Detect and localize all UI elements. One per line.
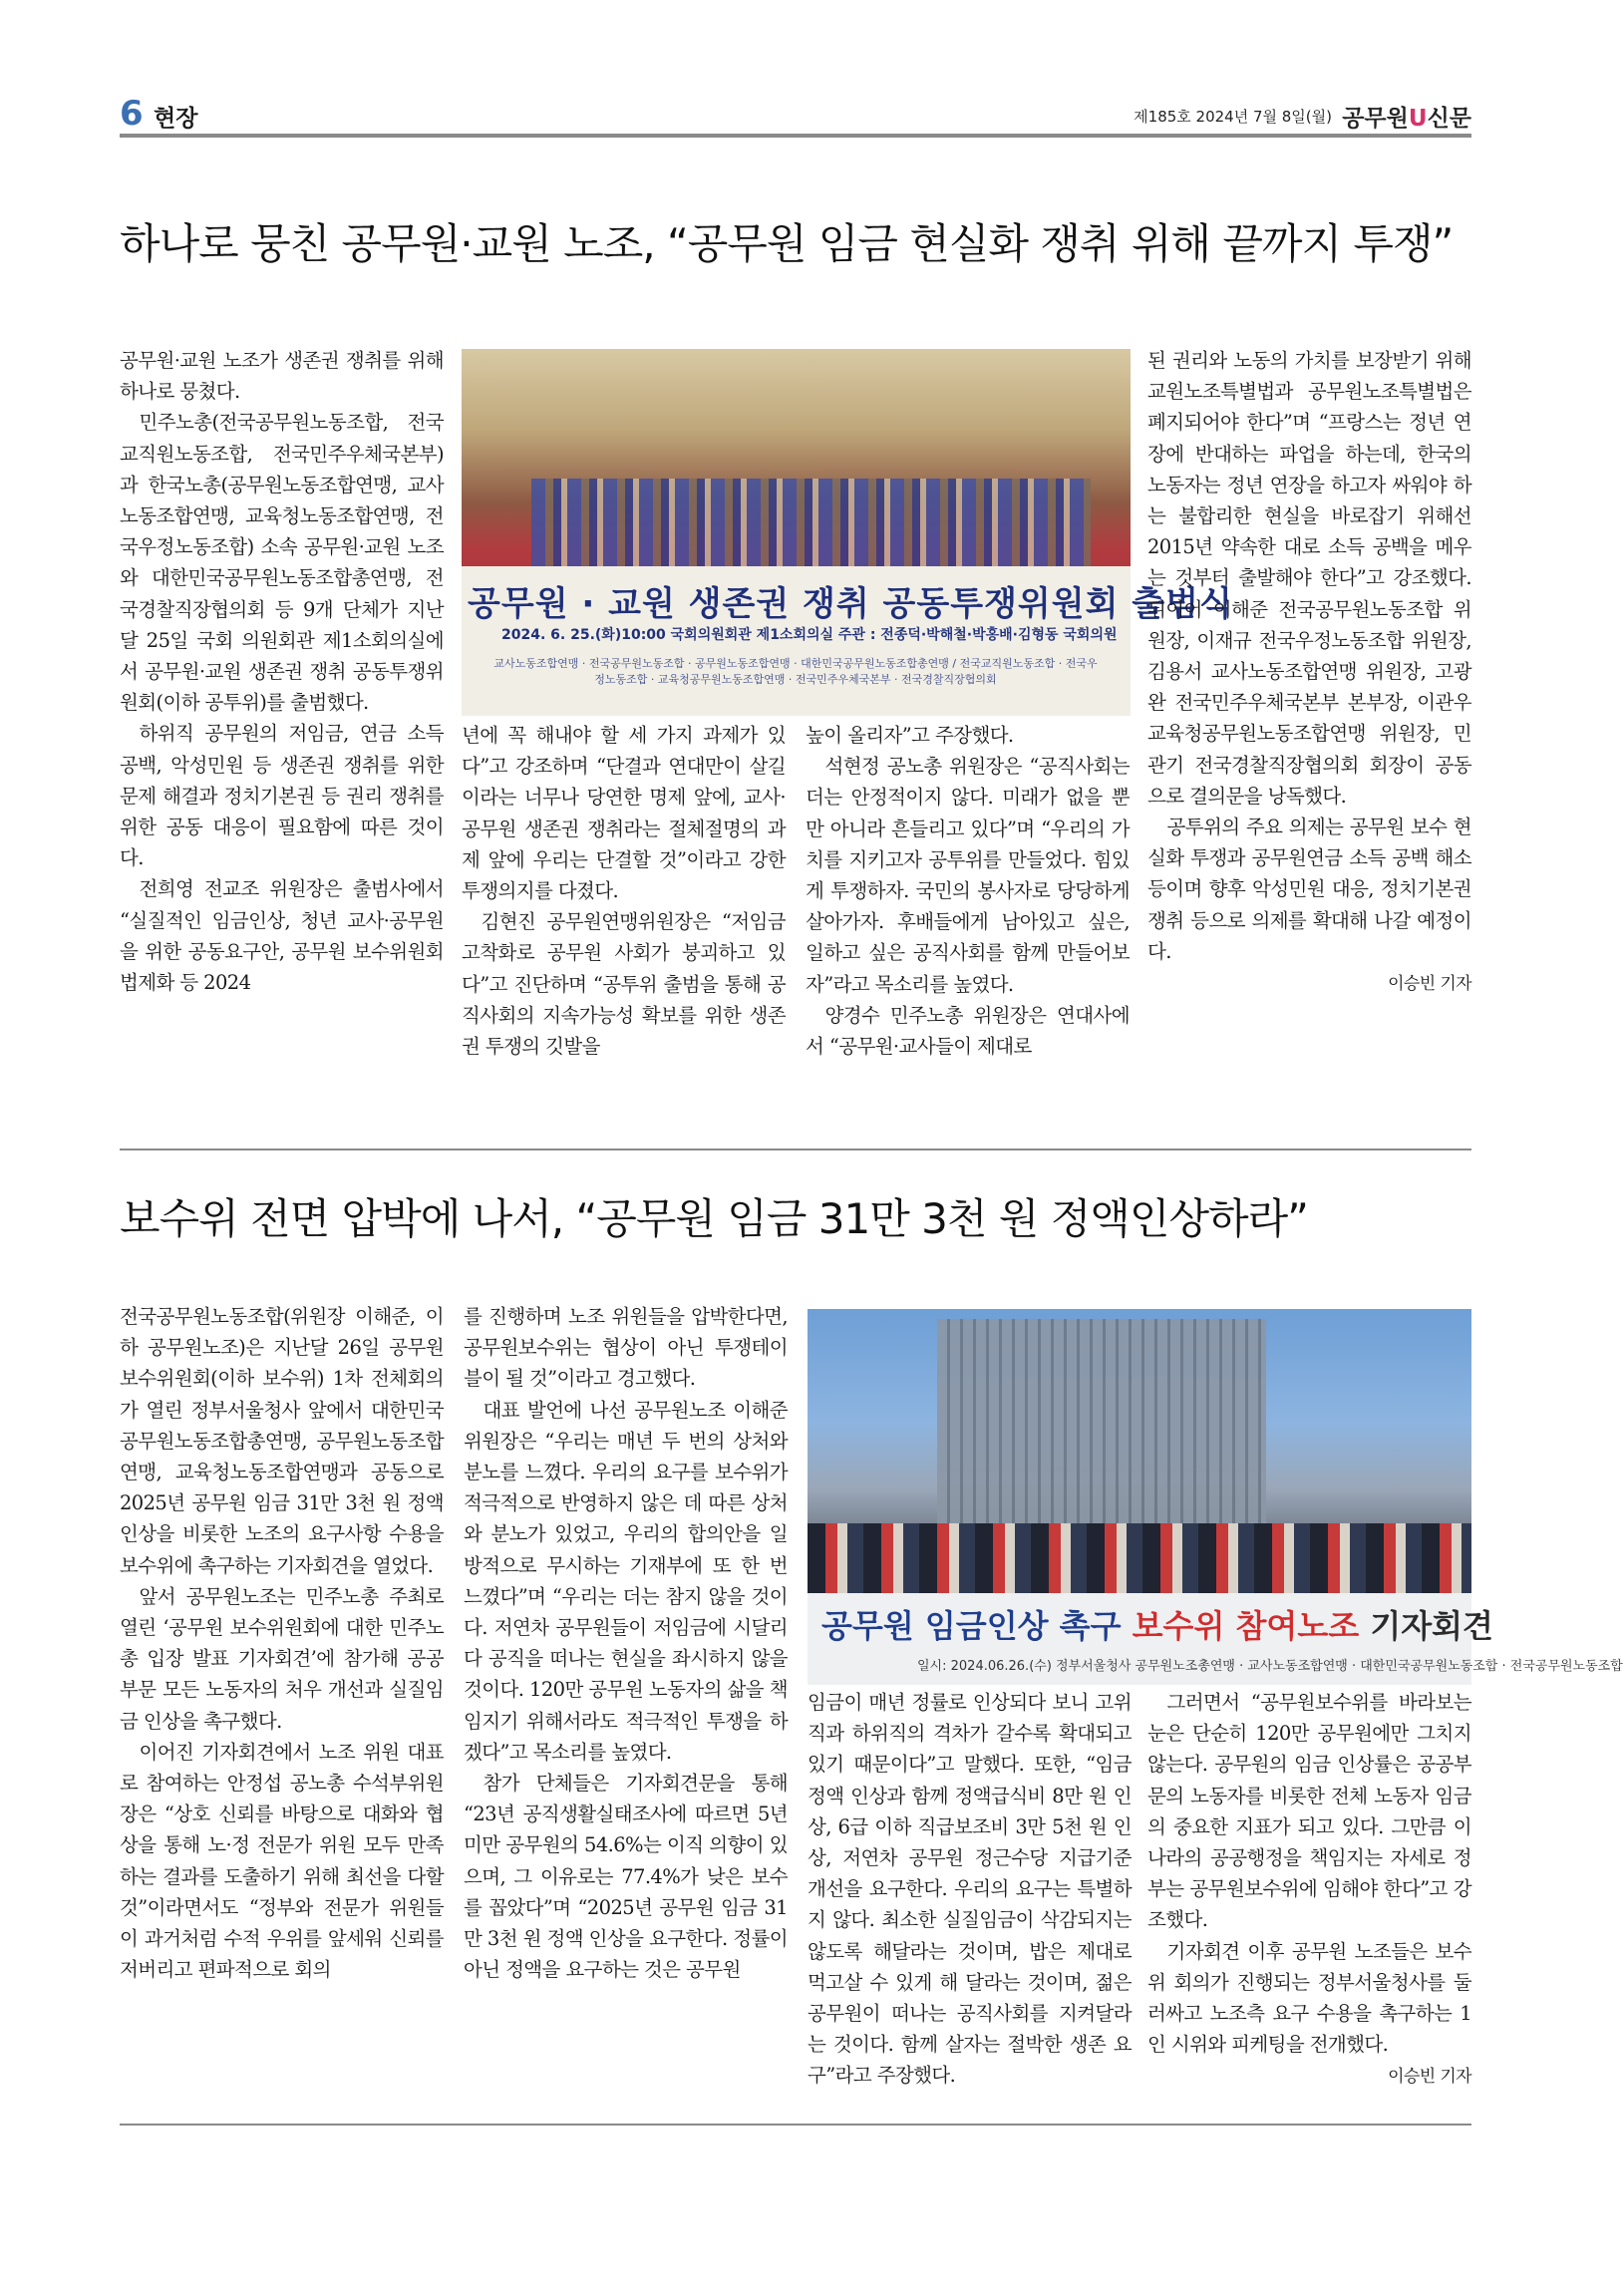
article1-headline: 하나로 뭉친 공무원·교원 노조, “공무원 임금 현실화 쟁취 위해 끝까지 투쟁”	[120, 219, 1454, 268]
banner-title-part: 보수위 참여노조	[1132, 1607, 1371, 1645]
paragraph: 전희영 전교조 위원장은 출범사에서 “실질적인 임금인상, 청년 교사·공무원을 위한 공동요구안, 공무원 보수위원회 법제화 등 2024	[120, 877, 444, 995]
logo-u-mark: U	[1408, 106, 1428, 132]
paragraph: 공무원·교원 노조가 생존권 쟁취를 위해 하나로 뭉쳤다.	[120, 349, 444, 404]
paragraph: 김현진 공무원연맹위원장은 “저임금 고착화로 공무원 사회가 붕괴하고 있다”고 진단하며 “공투위 출범을 통해 공직사회의 지속가능성 확보를 위한 생존권 투쟁의 깃발을	[462, 910, 786, 1059]
article2-column-4	[1147, 1687, 1471, 2094]
paragraph: 참가 단체들은 기자회견문을 통해 “23년 공직생활실태조사에 따르면 5년 미만 공무원의 54.6%는 이직 의향이 있으며, 그 이유로는 77.4%가 낮은 보수를 꼽았다”며 “2025년 공무원 임금 31만 3천 원 정액 인상을 요구한다. 정률이 아닌 정액을 요구하는 것은 공무원	[464, 1772, 788, 1982]
paragraph: 양경수 민주노총 위원장은 연대사에서 “공무원·교사들이 제대로	[806, 1003, 1130, 1059]
article1-column-4	[1147, 345, 1471, 1000]
article1-photo	[462, 349, 1233, 716]
header-rule	[120, 134, 1471, 138]
photo-banner	[808, 1593, 1623, 1685]
article1-column-3	[806, 720, 1130, 1062]
paragraph: 하위직 공무원의 저임금, 연금 소득 공백, 악성민원 등 생존권 쟁취를 위한 문제 해결과 정치기본권 등 권리 쟁취를 위한 공동 대응이 필요함에 따른 것이다.	[120, 722, 444, 870]
article1-byline: 이승빈 기자	[1388, 974, 1471, 995]
logo-text-right: 신문	[1427, 106, 1471, 132]
newspaper-logo	[1342, 100, 1471, 133]
paragraph: 민주노총(전국공무원노동조합, 전국교직원노동조합, 전국민주우체국본부)과 한국노총(공무원노동조합연맹, 교사노동조합연맹, 교육청노동조합연맹, 전국우정노동조합) 소속 공무원·교원 노조와 대한민국공무원노동조합총연맹, 전국경찰직장협의회 등 9개 단체가 지난달 25일 국회 의원회관 제1소회의실에서 공무원·교원 생존권 쟁취 공동투쟁위원회(이하 공투위)를 출범했다.	[120, 411, 444, 715]
article2-column-2	[464, 1301, 788, 1985]
article2-column-1	[120, 1301, 444, 1985]
page-number: 6	[120, 94, 144, 134]
article2-byline: 이승빈 기자	[1388, 2067, 1471, 2088]
article2-column-3	[808, 1687, 1132, 2092]
article2-headline: 보수위 전면 압박에 나서, “공무원 임금 31만 3천 원 정액인상하라”	[120, 1194, 1308, 1243]
banner-title-part: 기자회견	[1370, 1607, 1493, 1645]
paragraph: 높이 올리자”고 주장했다.	[806, 724, 1014, 747]
photo-crowd	[531, 479, 1091, 568]
paragraph: 이어진 기자회견에서 노조 위원 대표로 참여하는 안정섭 공노총 수석부위원장은 “상호 신뢰를 바탕으로 대화와 협상을 통해 노·정 전문가 위원 모두 만족하는 결과를 도출하기 위해 최선을 다할 것”이라면서도 “정부와 전문가 위원들이 과거처럼 수적 우위를 앞세워 신뢰를 저버리고 편파적으로 회의	[120, 1740, 444, 1982]
paragraph: 임금이 매년 정률로 인상되다 보니 고위직과 하위직의 격차가 갈수록 확대되고 있기 때문이다”고 말했다. 또한, “임금 정액 인상과 함께 정액급식비 8만 원 인상, 6급 이하 직급보조비 3만 5천 원 인상, 저연차 공무원 정근수당 지급기준 개선을 요구한다. 우리의 요구는 특별하지 않다. 최소한 실질임금이 삭감되지는 않도록 해달라는 것이며, 밥은 제대로 먹고살 수 있게 해 달라는 것이며, 젊은 공무원이 떠나는 공직사회를 지켜달라는 것이다. 함께 살자는 절박한 생존 요구”라고 주장했다.	[808, 1691, 1132, 2088]
banner-title-part: 공무원 임금인상 촉구	[821, 1607, 1133, 1645]
paragraph: 공투위의 주요 의제는 공무원 보수 현실화 투쟁과 공무원연금 소득 공백 해소 등이며 향후 악성민원 대응, 정치기본권 쟁취 등으로 의제를 확대해 나갈 예정이다.	[1147, 816, 1471, 963]
page-bottom-rule	[120, 2124, 1471, 2126]
photo-banner-subtitle: 일시: 2024.06.26.(수) 정부서울청사 공무원노조총연맹 · 교사노동조합연맹 · 대한민국공무원노동조합 · 전국공무원노동조합	[917, 1659, 1623, 1674]
paragraph: 를 진행하며 노조 위원들을 압박한다면, 공무원보수위는 협상이 아닌 투쟁테이블이 될 것”이라고 경고했다.	[464, 1305, 788, 1391]
paragraph: 된 권리와 노동의 가치를 보장받기 위해 교원노조특별법과 공무원노조특별법은 폐지되어야 한다”며 “프랑스는 정년 연장에 반대하는 파업을 하는데, 한국의 노동자는 정년 연장을 하고자 싸워야 하는 불합리한 현실을 바로잡기 위해선 2015년 약속한 대로 소득 공백을 메우는 것부터 출발해야 한다”고 강조했다. 뒤이어 이해준 전국공무원노동조합 위원장, 이재규 전국우정노동조합 위원장, 김용서 교사노동조합연맹 위원장, 고광완 전국민주우체국본부 본부장, 이관우 교육청공무원노동조합연맹 위원장, 민관기 전국경찰직장협의회 회장이 공동으로 결의문을 낭독했다.	[1147, 349, 1471, 808]
article1-column-1	[120, 345, 444, 998]
paragraph: 그러면서 “공무원보수위를 바라보는 눈은 단순히 120만 공무원에만 그치지 않는다. 공무원의 임금 인상률은 공공부문의 노동자를 비롯한 전체 노동자 임금의 중요한 지표가 되고 있다. 그만큼 이 나라의 공공행정을 책임지는 자세로 정부는 공무원보수위에 임해야 한다”고 강조했다.	[1147, 1691, 1471, 1932]
paragraph: 앞서 공무원노조는 민주노총 주최로 열린 ‘공무원 보수위원회에 대한 민주노총 입장 발표 기자회견’에 참가해 공공부문 모든 노동자의 처우 개선과 실질임금 인상을 촉구했다.	[120, 1584, 444, 1733]
issue-info: 제185호 2024년 7월 8일(월)	[1134, 108, 1332, 126]
paragraph: 석현정 공노총 위원장은 “공직사회는 더는 안정적이지 않다. 미래가 없을 뿐만 아니라 흔들리고 있다”며 “우리의 가치를 지키고자 공투위를 만들었다. 힘있게 투쟁하자. 국민의 봉사자로 당당하게 살아가자. 후배들에게 남아있고 싶은, 일하고 싶은 공직사회를 함께 만들어보자”라고 목소리를 높였다.	[806, 755, 1130, 996]
page-header	[120, 94, 1471, 134]
section-name: 현장	[154, 106, 198, 132]
article2-photo	[808, 1309, 1623, 1685]
article-divider	[120, 1148, 1471, 1150]
photo-banner-orgs: 교사노동조합연맹 · 전국공무원노동조합 · 공무원노동조합연맹 · 대한민국공무원노동조합총연맹 / 전국교직원노동조합 · 전국우정노동조합 · 교육청공무원노동조합연맹 · 전국민주우체국본부 · 전국경찰직장협의회	[493, 657, 1098, 686]
photo-banner	[462, 566, 1233, 716]
article1-column-2	[462, 720, 786, 1062]
logo-text-left: 공무원	[1342, 106, 1409, 132]
photo-banner-subtitle: 2024. 6. 25.(화)10:00 국회의원회관 제1소회의실 주관 : 전종덕·박해철·박홍배·김형동 국회의원	[501, 627, 1118, 643]
paragraph: 년에 꼭 해내야 할 세 가지 과제가 있다”고 강조하며 “단결과 연대만이 살길이라는 너무나 당연한 명제 앞에, 교사·공무원 생존권 쟁취라는 절체절명의 과제 앞에 우리는 단결할 것”이라고 강한 투쟁의지를 다졌다.	[462, 724, 786, 903]
paragraph: 기자회견 이후 공무원 노조들은 보수위 회의가 진행되는 정부서울청사를 둘러싸고 노조측 요구 수용을 촉구하는 1인 시위와 피케팅을 전개했다.	[1147, 1939, 1471, 2057]
photo-banner-title	[821, 1601, 1493, 1647]
paragraph: 전국공무원노동조합(위원장 이해준, 이하 공무원노조)은 지난달 26일 공무원보수위원회(이하 보수위) 1차 전체회의가 열린 정부서울청사 앞에서 대한민국공무원노동조합총연맹, 공무원노동조합연맹, 교육청노동조합연맹과 공동으로 2025년 공무원 임금 31만 3천 원 정액인상을 비롯한 노조의 요구사항 수용을 보수위에 촉구하는 기자회견을 열었다.	[120, 1305, 444, 1577]
photo-banner-title: 공무원 · 교원 생존권 쟁취 공동투쟁위원회 출범식	[468, 584, 1233, 624]
paragraph: 대표 발언에 나선 공무원노조 이해준 위원장은 “우리는 매년 두 번의 상처와 분노를 느꼈다. 우리의 요구를 보수위가 적극적으로 반영하지 않은 데 따른 상처와 분노가 있었고, 우리의 합의안을 일방적으로 무시하는 기재부에 또 한 번 느꼈다”며 “우리는 더는 참지 않을 것이다. 저연차 공무원들이 저임금에 시달리다 공직을 떠나는 현실을 좌시하지 않을 것이다. 120만 공무원 노동자의 삶을 책임지기 위해서라도 적극적인 투쟁을 하겠다”고 목소리를 높였다.	[464, 1398, 788, 1764]
